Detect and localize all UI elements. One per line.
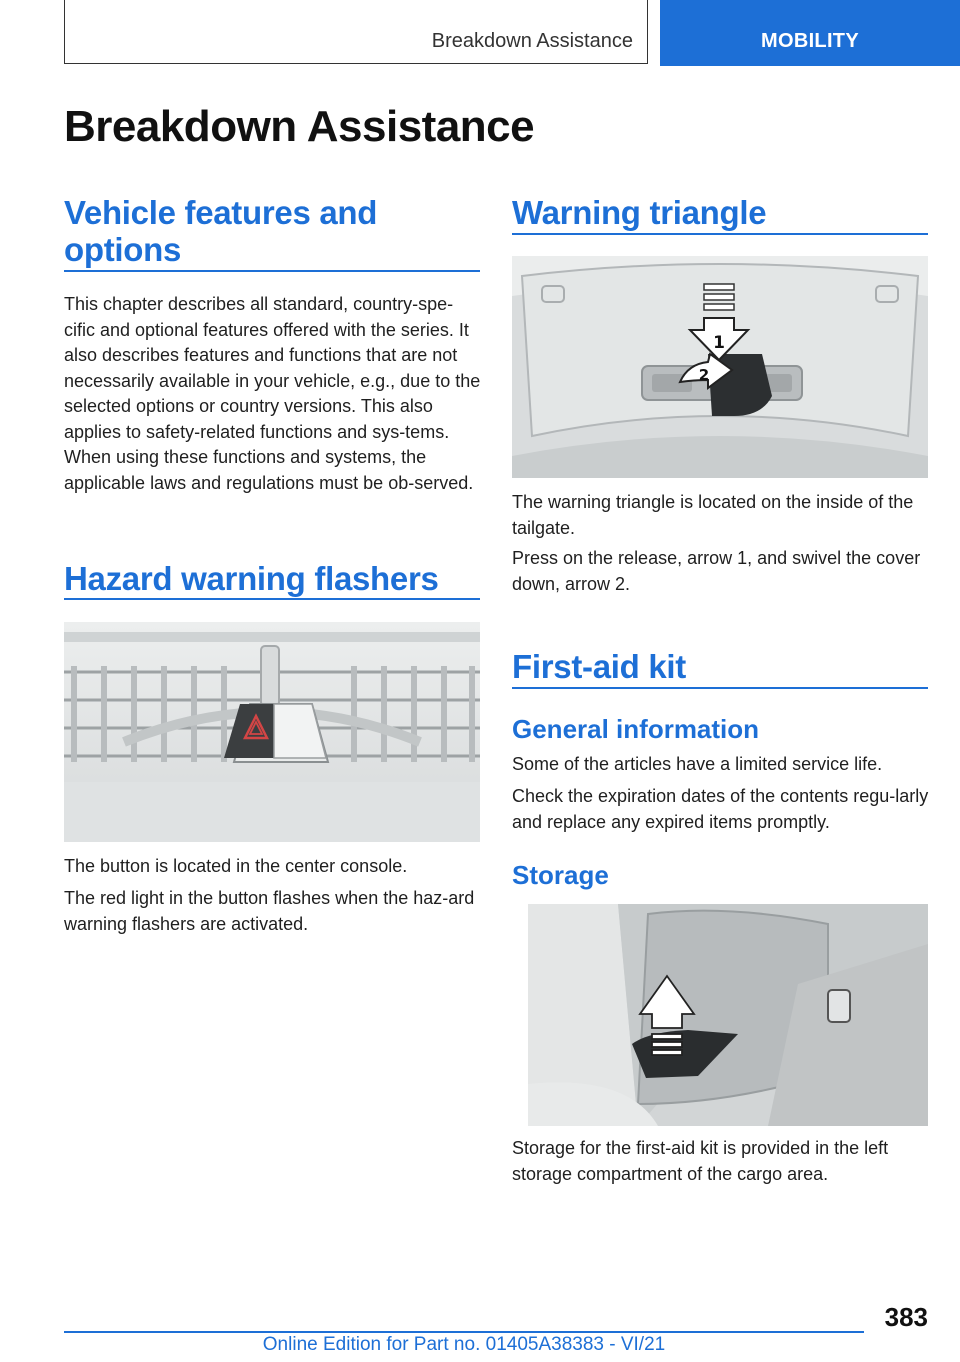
header-section-title: Breakdown Assistance xyxy=(431,30,633,52)
arrow-2-label: 2 xyxy=(698,366,710,384)
header-section-frame xyxy=(64,0,648,64)
vehicle-features-text: This chapter describes all standard, country-spe-cific and optional features offered with the series. It also describes features and functions that are not necessarily available in your vehicle, e.g., due to the selected options or country versions. This also applies to safety-related functions and sys-tems. When using these functions and systems, the applicable laws and regulations must be ob-served. xyxy=(64,294,481,493)
storage-text: Storage for the first-aid kit is provided in the left storage compartment of the cargo area. xyxy=(512,1138,889,1184)
footer-edition: Online Edition for Part no. 01405A38383 - VI/21 xyxy=(262,1334,666,1355)
header-chapter-tab-label: MOBILITY xyxy=(761,30,859,52)
first-aid-kit-rule xyxy=(512,687,928,689)
arrow-1-label: 1 xyxy=(713,333,725,353)
first-aid-kit-heading: First-aid kit xyxy=(512,648,686,685)
vehicle-features-heading: Vehicle features and options xyxy=(64,194,378,268)
hazard-light-text: The red light in the button flashes when the haz-ard warning flashers are activated. xyxy=(64,888,475,934)
general-information-text-2: Check the expiration dates of the contents regu-larly and replace any expired items promptly. xyxy=(512,786,929,832)
warning-triangle-image xyxy=(512,256,928,478)
warning-triangle-release-text: Press on the release, arrow 1, and swivel the cover down, arrow 2. xyxy=(512,548,921,594)
footer-rule xyxy=(64,1331,864,1333)
page-title: Breakdown Assistance xyxy=(64,102,535,151)
page-number: 383 xyxy=(884,1302,928,1332)
hazard-flashers-rule xyxy=(64,598,480,600)
storage-heading: Storage xyxy=(512,860,609,890)
header-chapter-tab[interactable] xyxy=(660,0,960,66)
warning-triangle-location-text: The warning triangle is located on the inside of the tailgate. xyxy=(512,492,914,538)
warning-triangle-heading: Warning triangle xyxy=(512,194,767,231)
hazard-flashers-heading: Hazard warning flashers xyxy=(64,560,439,597)
hazard-button-image xyxy=(64,622,480,842)
hazard-button-location-text: The button is located in the center console. xyxy=(64,856,408,876)
general-information-heading: General information xyxy=(512,714,760,744)
vehicle-features-rule xyxy=(64,270,480,272)
general-information-text-1: Some of the articles have a limited service life. xyxy=(512,754,883,774)
first-aid-storage-image xyxy=(528,904,928,1126)
warning-triangle-rule xyxy=(512,233,928,235)
